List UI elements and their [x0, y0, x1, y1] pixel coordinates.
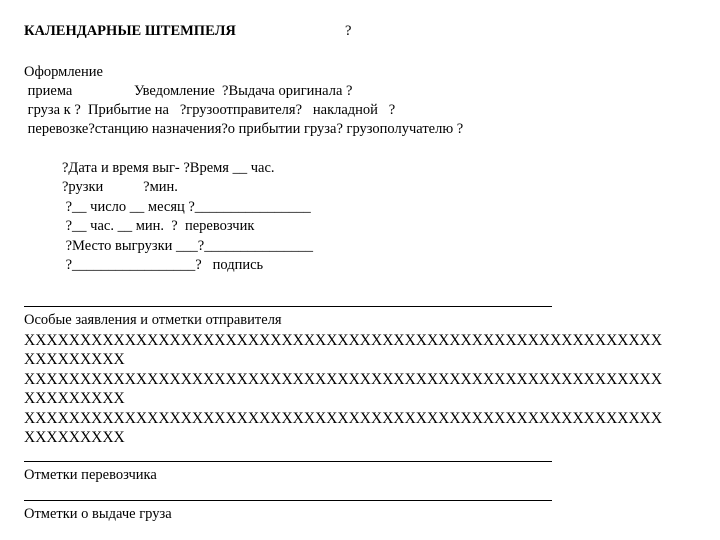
sender-notes-row: XXXXXXXXXXXXXXXXXXXXXXXXXXXXXXXXXXXXXXXXXXXXXXXXXXXXXXXXX — [24, 371, 663, 388]
stamps-title: КАЛЕНДАРНЫЕ ШТЕМПЕЛЯ — [24, 23, 236, 39]
unloading-line-1: ?Дата и время выг- ?Время __ час. — [62, 160, 275, 176]
sender-notes-row: XXXXXXXXX — [24, 390, 125, 407]
unloading-line-6: ?_________________? подпись — [62, 257, 264, 273]
sender-notes-row: XXXXXXXXX — [24, 429, 125, 446]
sender-notes-row: XXXXXXXXX — [24, 351, 125, 368]
stamps-line-4: перевозке?станцию назначения?о прибытии груза? грузополучателю ? — [24, 121, 464, 137]
sender-notes-row: XXXXXXXXXXXXXXXXXXXXXXXXXXXXXXXXXXXXXXXXXXXXXXXXXXXXXXXXX — [24, 410, 663, 427]
unloading-line-5: ?Место выгрузки ___?_______________ — [62, 238, 313, 254]
issue-notes-label: Отметки о выдаче груза — [24, 506, 172, 522]
divider-carrier — [24, 461, 552, 462]
unloading-line-3: ?__ число __ месяц ?________________ — [62, 199, 311, 215]
sender-notes-row: XXXXXXXXXXXXXXXXXXXXXXXXXXXXXXXXXXXXXXXXXXXXXXXXXXXXXXXXX — [24, 332, 663, 349]
unloading-line-2: ?рузки ?мин. — [62, 179, 178, 195]
divider-sender — [24, 306, 552, 307]
title-mark: ? — [345, 23, 352, 39]
stamps-line-3: груза к ? Прибытие на ?грузоотправителя? накладной ? — [24, 102, 396, 118]
stamps-line-2: приема Уведомление ?Выдача оригинала ? — [24, 83, 353, 99]
sender-notes-label: Особые заявления и отметки отправителя — [24, 312, 282, 328]
divider-issue — [24, 500, 552, 501]
stamps-line-1: Оформление — [24, 64, 103, 80]
carrier-notes-label: Отметки перевозчика — [24, 467, 157, 483]
unloading-line-4: ?__ час. __ мин. ? перевозчик — [62, 218, 255, 234]
